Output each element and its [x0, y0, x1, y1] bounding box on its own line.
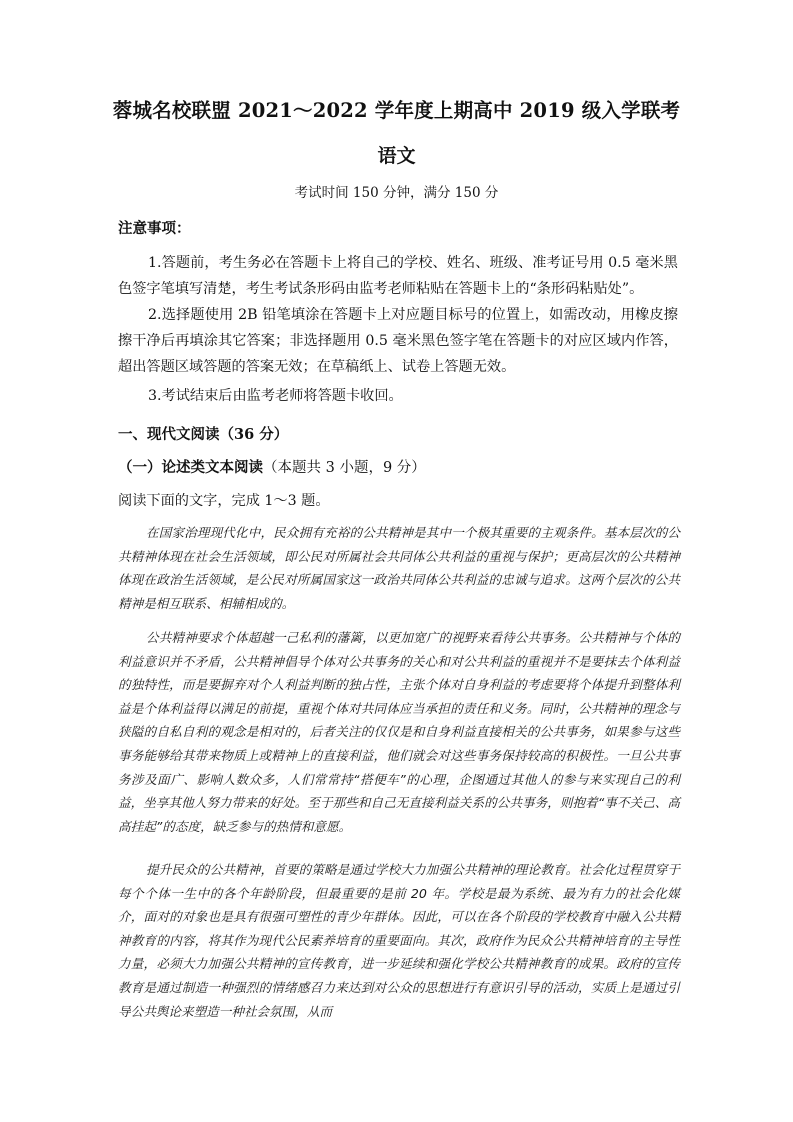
- subsection-title: （一）论述类文本阅读: [118, 459, 263, 476]
- subsection-heading: [118, 456, 426, 477]
- passage-paragraph-1: 在国家治理现代化中，民众拥有充裕的公共精神是其中一个极其重要的主观条件。基本层次的公共精神体现在社会生活领域，即公民对所属社会共同体公共利益的重视与保护；更高层次的公共精神体现在政治生活领域，是公民对所属国家这一政治共同体公共利益的忠诚与追求。这两个层次的公共精神是相互联系、相辅相成的。: [118, 525, 680, 611]
- note-item-2: 2.选择题使用 2B 铅笔填涂在答题卡上对应题目标号的位置上，如需改动，用橡皮擦擦干净后再填涂其它答案；非选择题用 0.5 毫米黑色签字笔在答题卡的对应区域内作答，超出答题区域答题的答案无效；在草稿纸上、试卷上答题无效。: [118, 307, 678, 375]
- reading-instruction: 阅读下面的文字，完成 1～3 题。: [118, 493, 330, 509]
- section-heading: 一、现代文阅读（36 分）: [118, 426, 289, 443]
- passage-paragraph-2: 公共精神要求个体超越一己私利的藩篱，以更加宽广的视野来看待公共事务。公共精神与个体的利益意识并不矛盾，公共精神倡导个体对公共事务的关心和对公共利益的重视并不是要抹去个体利益的独特性，而是要摒弃对个人利益判断的独占性，主张个体对自身利益的考虑要将个体提升到整体利益是个体利益得以满足的前提，重视个体对共同体应当承担的责任和义务。同时，公共精神的理念与狭隘的自私自利的观念是相对的，后者关注的仅仅是和自身利益直接相关的公共事务，如果参与这些事务能够给其带来物质上或精神上的直接利益，他们就会对这些事务保持较高的积极性。一旦公共事务涉及面广、影响人数众多，人们常常持“搭便车”的心理，企图通过其他人的参与来实现自己的利益，坐享其他人努力带来的好处。至于那些和自己无直接利益关系的公共事务，则抱着“事不关己、高高挂起”的态度，缺乏参与的热情和意愿。: [118, 630, 680, 834]
- notes-heading: 注意事项：: [118, 220, 191, 237]
- exam-info: 考试时间 150 分钟，满分 150 分: [294, 185, 499, 201]
- passage-paragraph-3: 提升民众的公共精神，首要的策略是通过学校大力加强公共精神的理论教育。社会化过程贯穿于每个个体一生中的各个年龄阶段，但最重要的是前 20 年。学校是最为系统、最为有力的社会化媒介，面对的对象也是具有很强可塑性的青少年群体。因此，可以在各个阶段的学校教育中融入公共精神教育的内容，将其作为现代公民素养培育的重要面向。其次，政府作为民众公共精神培育的主导性力量，必须大力加强公共精神的宣传教育，进一步延续和强化学校公共精神教育的成果。政府的宣传教育是通过制造一种强烈的情绪感召力来达到对公众的思想进行有意识引导的活动，实质上是通过引导公共舆论来塑造一种社会氛围，从而: [118, 862, 680, 1019]
- note-item-1: 1.答题前，考生务必在答题卡上将自己的学校、姓名、班级、准考证号用 0.5 毫米黑色签字笔填写清楚，考生考试条形码由监考老师粘贴在答题卡上的“条形码粘贴处”。: [118, 255, 678, 297]
- exam-title: 蓉城名校联盟 2021～2022 学年度上期高中 2019 级入学联考: [112, 99, 681, 122]
- note-item-3: 3.考试结束后由监考老师将答题卡收回。: [148, 388, 403, 404]
- subject-heading: 语文: [377, 145, 416, 167]
- subsection-score: （本题共 3 小题，9 分）: [263, 460, 426, 476]
